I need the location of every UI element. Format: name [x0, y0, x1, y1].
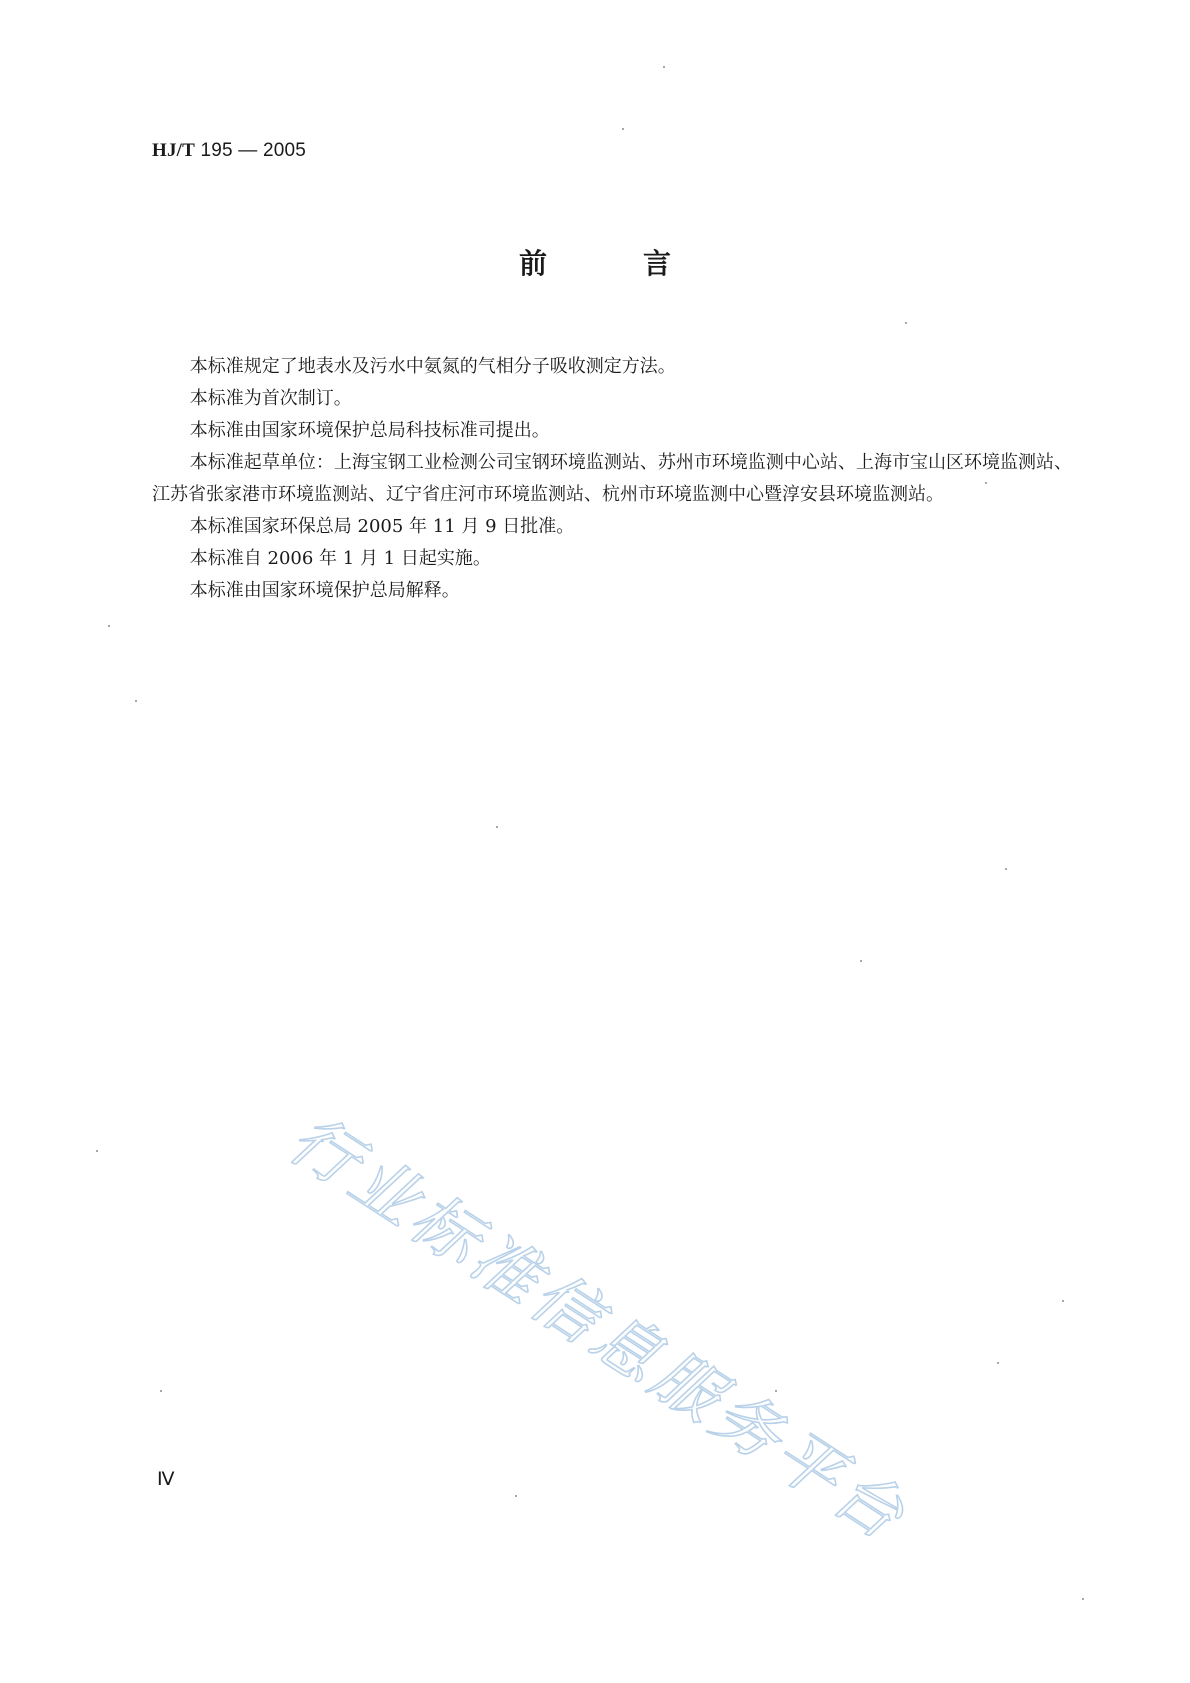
scan-speck [985, 482, 987, 484]
scan-speck [1082, 1598, 1084, 1600]
paragraph-scope: 本标准规定了地表水及污水中氨氮的气相分子吸收测定方法。 [189, 356, 676, 377]
scan-speck [905, 322, 907, 324]
document-code-prefix: HJ/T [152, 140, 196, 161]
scan-speck [1005, 868, 1007, 870]
paragraph-proposed-by: 本标准由国家环境保护总局科技标准司提出。 [189, 420, 550, 441]
watermark: 行业标准信息服务平台 [275, 1100, 922, 1557]
paragraph-interpretation: 本标准由国家环境保护总局解释。 [189, 580, 460, 601]
scan-speck [135, 700, 137, 702]
paragraph-first-edition: 本标准为首次制订。 [189, 388, 352, 409]
foreword-body [152, 351, 1072, 607]
scan-speck [496, 826, 498, 828]
document-code-number: 195 — 2005 [200, 140, 307, 161]
page-number: Ⅳ [157, 1469, 175, 1490]
scan-speck [775, 1390, 777, 1392]
page-heading: 前言 [518, 247, 767, 280]
scan-speck [997, 1362, 999, 1364]
paragraph-approval-date: 本标准国家环保总局 2005 年 11 月 9 日批准。 [189, 516, 575, 537]
scan-speck [108, 625, 110, 627]
scan-speck [96, 1150, 98, 1152]
scan-speck [1062, 1300, 1064, 1302]
scan-speck [663, 66, 665, 68]
document-code [152, 140, 306, 162]
scan-speck [860, 960, 862, 962]
scan-speck [622, 128, 624, 130]
paragraph-effective-date: 本标准自 2006 年 1 月 1 日起实施。 [189, 548, 491, 569]
scan-speck [515, 1495, 517, 1497]
paragraph-drafting-units: 本标准起草单位：上海宝钢工业检测公司宝钢环境监测站、苏州市环境监测中心站、上海市宝山区环境监测站、江苏省张家港市环境监测站、辽宁省庄河市环境监测站、杭州市环境监测中心暨淳安县环境监测站。 [152, 452, 1072, 505]
scan-speck [160, 1390, 162, 1392]
